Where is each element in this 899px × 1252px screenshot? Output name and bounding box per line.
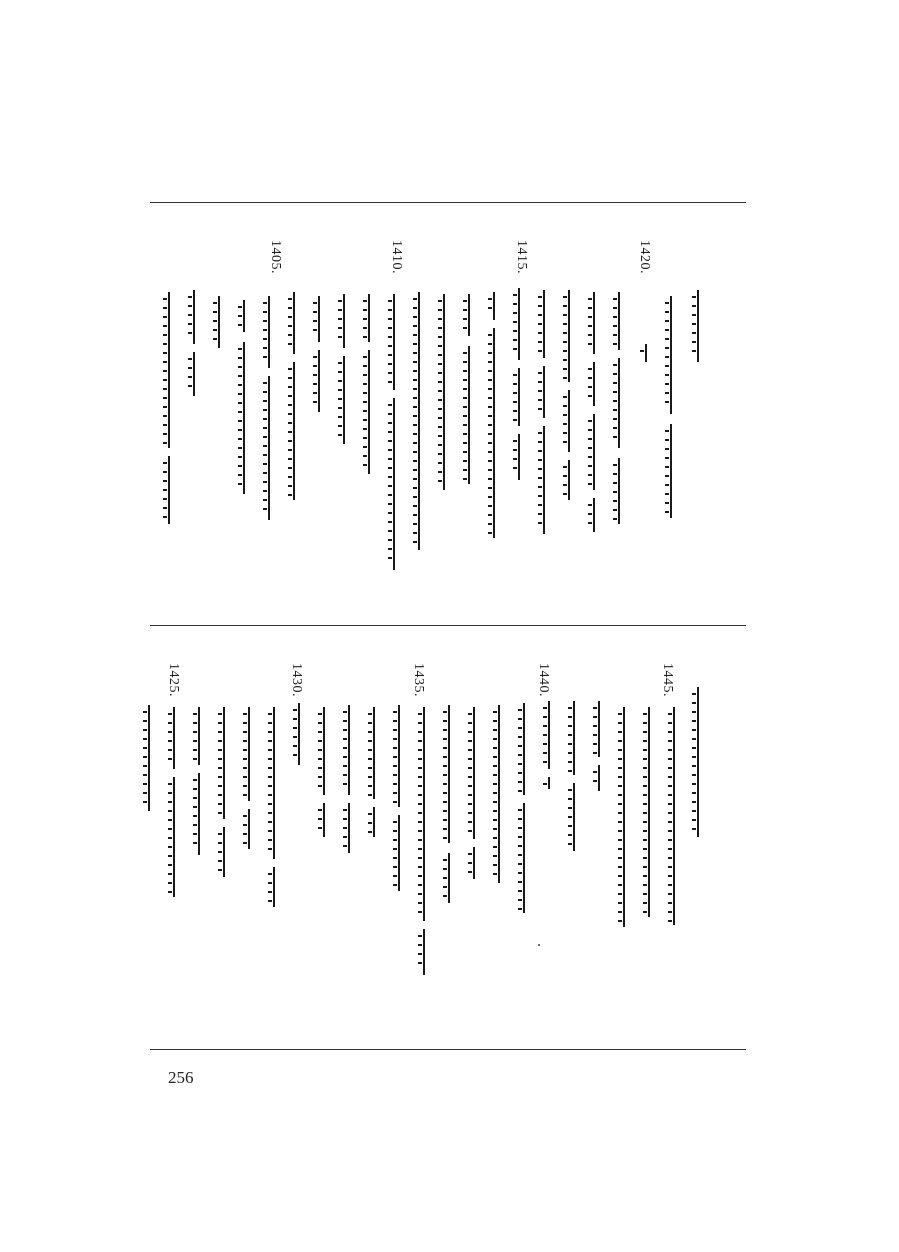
upper-text-panel xyxy=(150,240,746,610)
word-glyph xyxy=(561,390,577,452)
line-number: 1425. xyxy=(166,663,181,697)
word-glyph xyxy=(241,809,257,849)
word-glyph xyxy=(690,290,706,362)
word-glyph xyxy=(641,707,657,917)
line-number: 1430. xyxy=(289,663,304,697)
bottom-rule xyxy=(150,1049,746,1050)
word-glyph xyxy=(416,929,432,975)
word-glyph xyxy=(511,368,527,426)
word-glyph xyxy=(236,300,252,332)
word-glyph xyxy=(566,701,582,775)
word-glyph xyxy=(341,705,357,795)
word-glyph xyxy=(541,701,557,769)
word-glyph xyxy=(638,344,654,362)
line-number: 1440. xyxy=(536,663,551,697)
word-glyph xyxy=(416,707,432,921)
top-rule xyxy=(150,202,746,203)
word-glyph xyxy=(311,296,327,342)
word-glyph xyxy=(391,815,407,891)
word-glyph xyxy=(261,376,277,520)
word-glyph xyxy=(161,292,177,448)
word-glyph xyxy=(591,701,607,757)
word-glyph xyxy=(611,458,627,524)
word-glyph xyxy=(191,707,207,765)
word-glyph xyxy=(411,292,427,550)
word-glyph xyxy=(461,346,477,484)
word-glyph xyxy=(491,705,507,883)
word-glyph xyxy=(286,292,302,354)
lower-text-panel xyxy=(150,663,746,1033)
word-glyph xyxy=(316,707,332,795)
word-glyph xyxy=(561,290,577,382)
word-glyph xyxy=(266,707,282,859)
word-glyph xyxy=(241,707,257,801)
word-glyph xyxy=(161,456,177,524)
line-number: 1405. xyxy=(268,240,283,274)
word-glyph xyxy=(566,783,582,851)
word-glyph xyxy=(611,292,627,350)
word-glyph xyxy=(286,362,302,500)
word-glyph xyxy=(461,294,477,336)
word-glyph xyxy=(386,398,402,570)
word-glyph xyxy=(291,703,307,765)
line-number: 1420. xyxy=(637,240,652,274)
word-glyph xyxy=(186,290,202,344)
word-glyph xyxy=(466,707,482,839)
word-glyph xyxy=(511,288,527,360)
word-glyph xyxy=(690,687,706,837)
word-glyph xyxy=(586,414,602,490)
word-glyph xyxy=(611,358,627,448)
stray-dot xyxy=(538,944,540,946)
word-glyph xyxy=(361,350,377,474)
word-glyph xyxy=(541,777,557,789)
word-glyph xyxy=(586,362,602,406)
word-glyph xyxy=(336,356,352,444)
word-glyph xyxy=(486,328,502,538)
word-glyph xyxy=(391,705,407,807)
word-glyph xyxy=(141,705,157,811)
word-glyph xyxy=(186,352,202,396)
word-glyph xyxy=(536,426,552,534)
word-glyph xyxy=(336,294,352,348)
word-glyph xyxy=(166,707,182,769)
word-glyph xyxy=(166,777,182,897)
word-glyph xyxy=(663,296,679,414)
word-glyph xyxy=(586,292,602,354)
word-glyph xyxy=(516,703,532,795)
word-glyph xyxy=(386,294,402,390)
word-glyph xyxy=(216,707,232,819)
word-glyph xyxy=(516,803,532,913)
word-glyph xyxy=(616,707,632,927)
word-glyph xyxy=(586,498,602,532)
middle-rule xyxy=(150,625,746,626)
page-number: 256 xyxy=(168,1068,194,1087)
word-glyph xyxy=(216,827,232,877)
line-number: 1435. xyxy=(411,663,426,697)
word-glyph xyxy=(591,765,607,791)
word-glyph xyxy=(211,296,227,348)
word-glyph xyxy=(261,296,277,368)
word-glyph xyxy=(663,424,679,518)
word-glyph xyxy=(341,803,357,853)
word-glyph xyxy=(361,294,377,342)
word-glyph xyxy=(191,773,207,855)
word-glyph xyxy=(441,705,457,843)
word-glyph xyxy=(536,366,552,418)
word-glyph xyxy=(486,292,502,320)
word-glyph xyxy=(666,707,682,925)
word-glyph xyxy=(441,853,457,903)
line-number: 1415. xyxy=(514,240,529,274)
word-glyph xyxy=(436,294,452,490)
line-number: 1410. xyxy=(389,240,404,274)
word-glyph xyxy=(561,460,577,500)
word-glyph xyxy=(311,350,327,412)
word-glyph xyxy=(466,847,482,879)
word-glyph xyxy=(366,707,382,799)
word-glyph xyxy=(536,290,552,358)
word-glyph xyxy=(511,434,527,480)
word-glyph xyxy=(316,803,332,837)
word-glyph xyxy=(236,342,252,494)
word-glyph xyxy=(366,807,382,837)
line-number: 1445. xyxy=(660,663,675,697)
word-glyph xyxy=(266,867,282,907)
